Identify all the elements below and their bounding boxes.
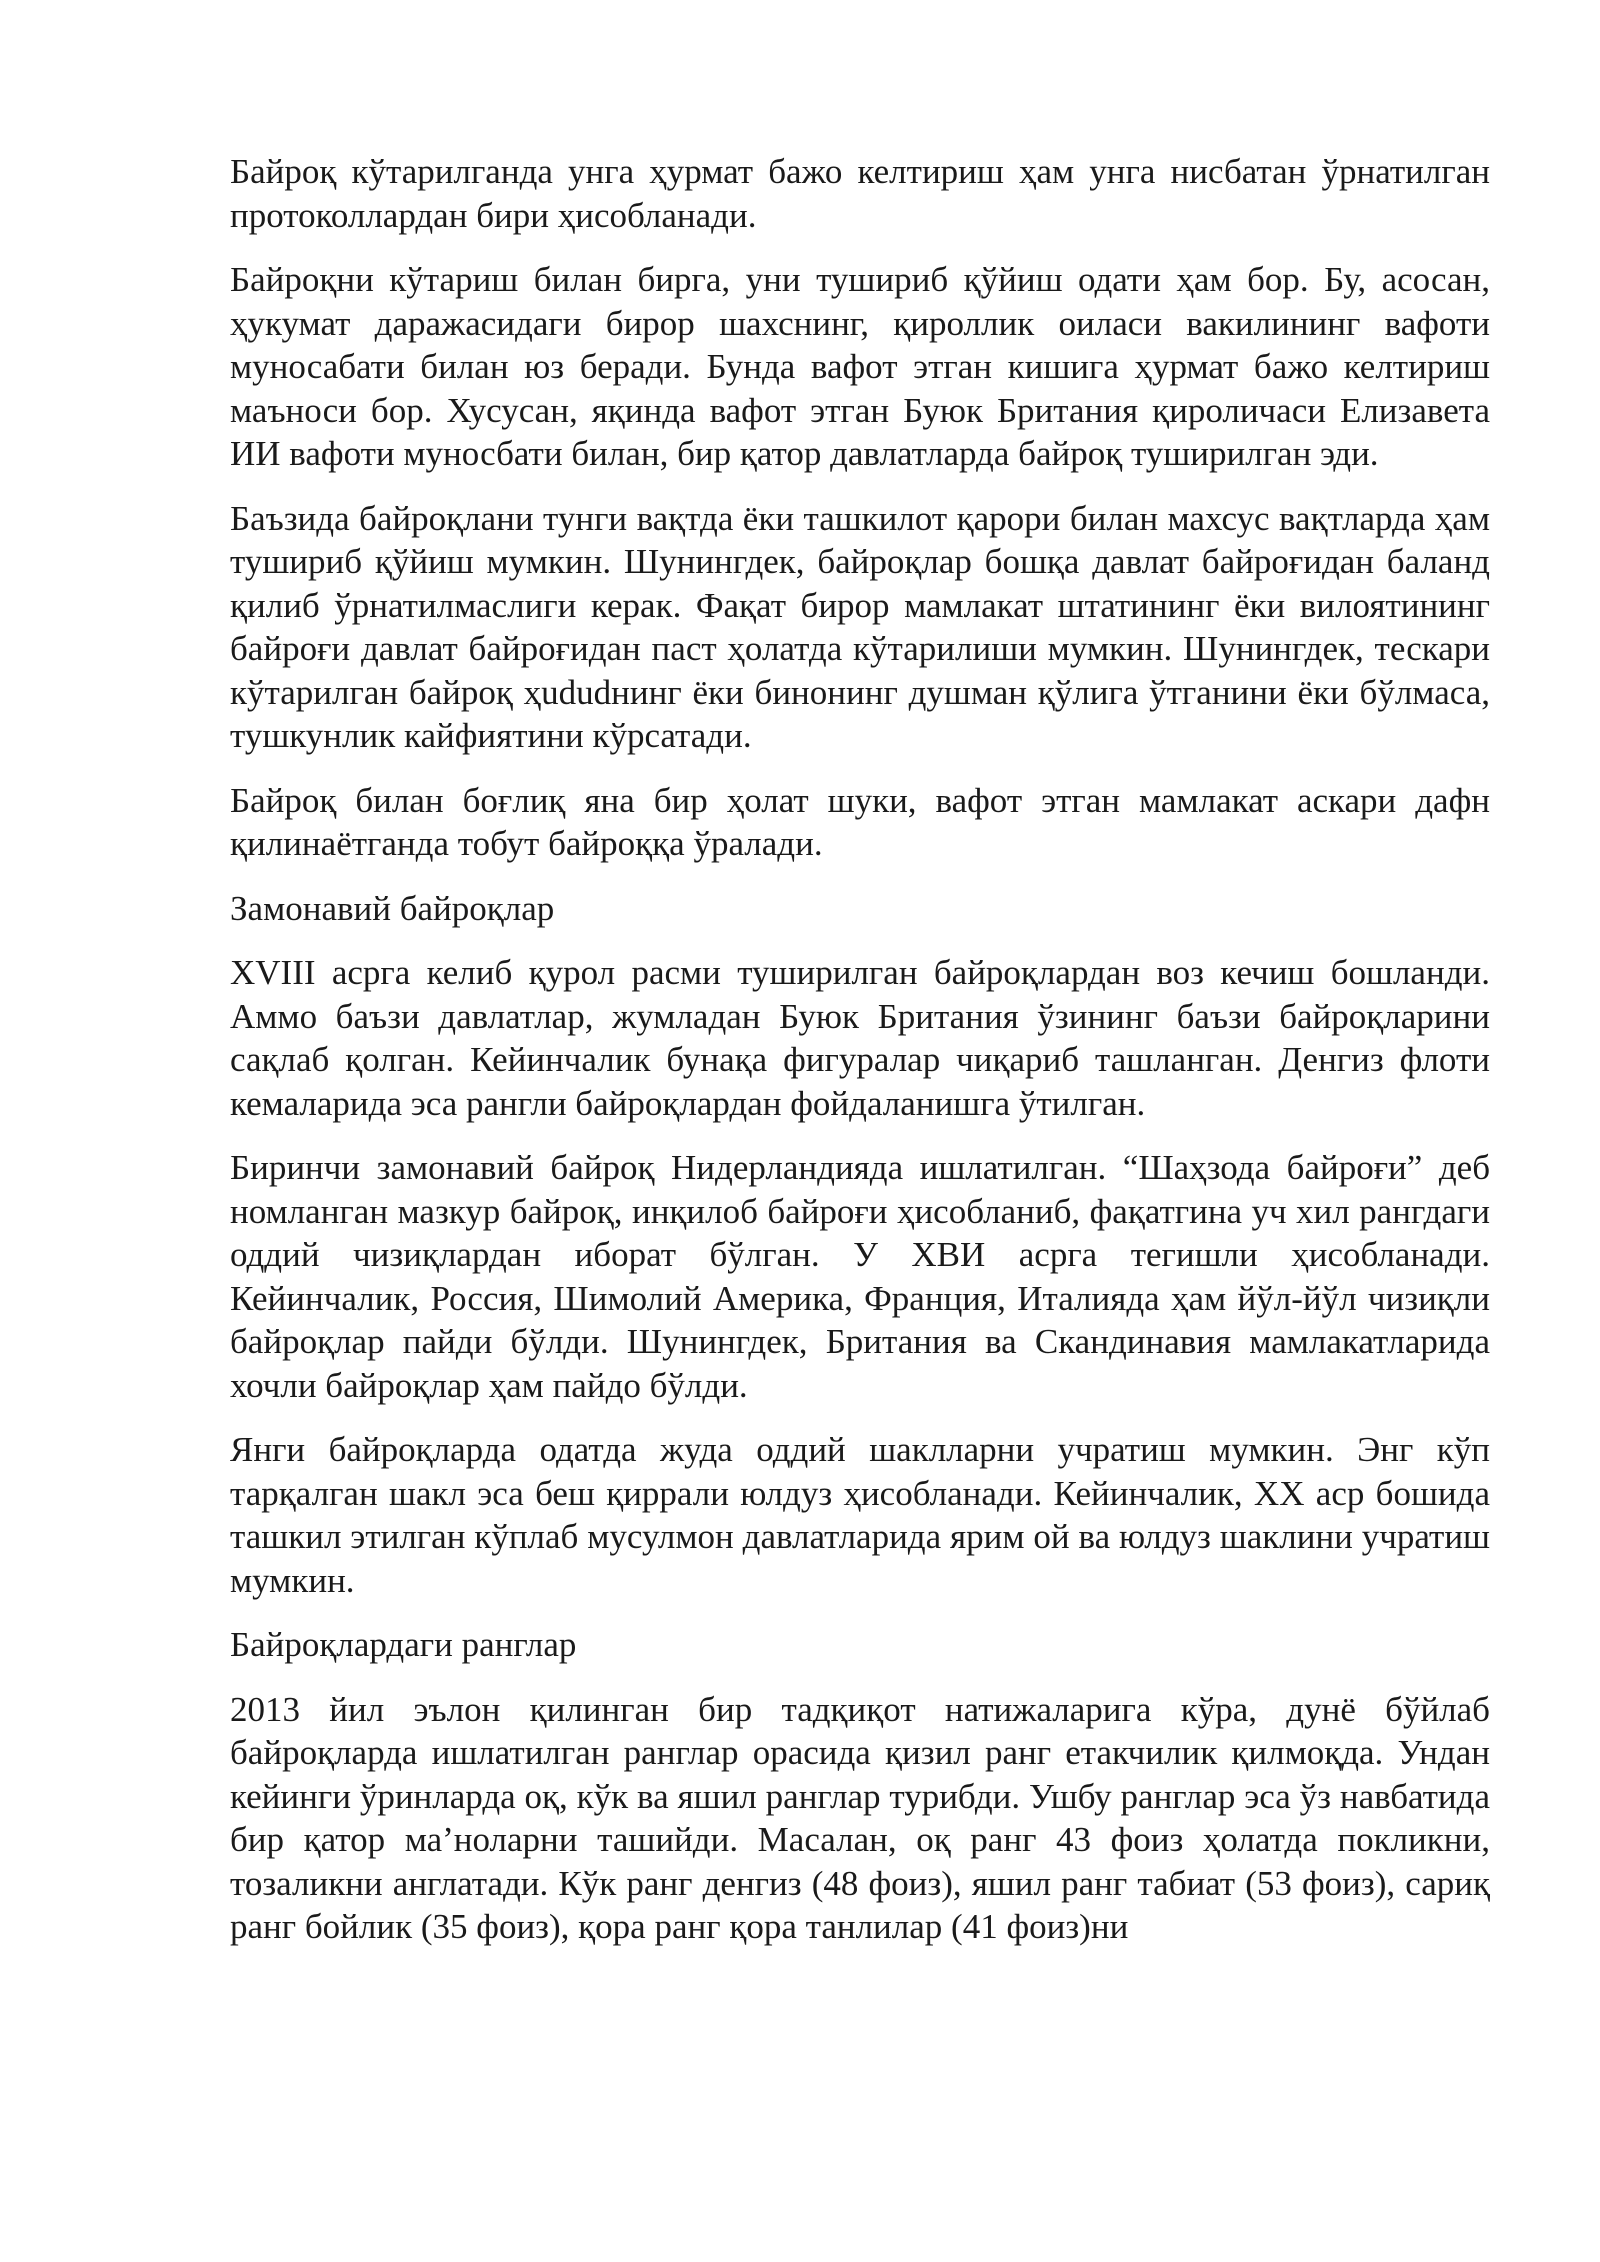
paragraph: Биринчи замонавий байроқ Нидерландияда ишлатилган. “Шаҳзода байроғи” деб номланган мазкур байроқ, инқилоб байроғи ҳисобланиб, фақатгина уч хил рангдаги оддий чизиқлардан иборат бўлган. У ХВИ асрга тегишли ҳисобланади. Кейинчалик, Россия, Шимолий Америка, Франция, Италияда ҳам йўл-йўл чизиқли байроқлар пайди бўлди. Шунингдек, Британия ва Скандинавия мамлакатларида хочли байроқлар ҳам пайдо бўлди. xyxy=(230,1148,1490,1405)
paragraph: Янги байроқларда одатда жуда оддий шаклларни учратиш мумкин. Энг кўп тарқалган шакл эса беш қиррали юлдуз ҳисобланади. Кейинчалик, ХХ аср бошида ташкил этилган кўплаб мусулмон давлатларида ярим ой ва юлдуз шаклини учратиш мумкин. xyxy=(230,1430,1490,1600)
section-heading: Байроқлардаги ранглар xyxy=(230,1625,577,1664)
paragraph: Байроқ кўтарилганда унга ҳурмат бажо келтириш ҳам унга нисбатан ўрнатилган протоколлардан бири ҳисобланади. xyxy=(230,152,1490,235)
paragraph: Баъзида байроқлани тунги вақтда ёки ташкилот қарори билан махсус вақтларда ҳам тушириб қўйиш мумкин. Шунингдек, байроқлар бошқа давлат байроғидан баланд қилиб ўрнатилмаслиги керак. Фақат бирор мамлакат штатининг ёки вилоятининг байроғи давлат байроғидан паст ҳолатда кўтарилиши мумкин. Шунингдек, тескари кўтарилган байроқ ҳududнинг ёки бинонинг душман қўлига ўтганини ёки бўлмаса, тушкунлик кайфиятини кўрсатади. xyxy=(230,498,1490,755)
section-heading: Замонавий байроқлар xyxy=(230,888,555,928)
paragraph: Байроқни кўтариш билан бирга, уни тушириб қўйиш одати ҳам бор. Бу, асосан, ҳукумат даражасидаги бирор шахснинг, қироллик оиласи вакилининг вафоти муносабати билан юз беради. Бунда вафот этган кишига ҳурмат бажо келтириш маъноси бор. Хусусан, яқинда вафот этган Буюк Британия қироличаси Елизавета ИИ вафоти муносбати билан, бир қатор давлатларда байроқ туширилган эди. xyxy=(230,260,1490,473)
paragraph: 2013 йил эълон қилинган бир тадқиқот натижаларига кўра, дунё бўйлаб байроқларда ишлатилган ранглар орасида қизил ранг етакчилик қилмоқда. Ундан кейинги ўринларда оқ, кўк ва яшил ранглар турибди. Ушбу ранглар эса ўз навбатида бир қатор ма’ноларни ташийди. Масалан, оқ ранг 43 фоиз ҳолатда покликни, тозаликни англатади. Кўк ранг денгиз (48 фоиз), яшил ранг табиат (53 фоиз), сариқ ранг бойлик (35 фоиз), қора ранг қора танлилар (41 фоиз)ни xyxy=(230,1689,1490,1946)
paragraph: Байроқ билан боғлиқ яна бир ҳолат шуки, вафот этган мамлакат аскари дафн қилинаётганда тобут байроққа ўралади. xyxy=(230,780,1490,863)
paragraph: XVIII асрга келиб қурол расми туширилган байроқлардан воз кечиш бошланди. Аммо баъзи давлатлар, жумладан Буюк Британия ўзининг баъзи байроқларини сақлаб қолган. Кейинчалик бунақа фигуралар чиқариб ташланган. Денгиз флоти кемаларида эса рангли байроқлардан фойдаланишга ўтилган. xyxy=(230,953,1490,1123)
document-page xyxy=(230,150,1490,1970)
